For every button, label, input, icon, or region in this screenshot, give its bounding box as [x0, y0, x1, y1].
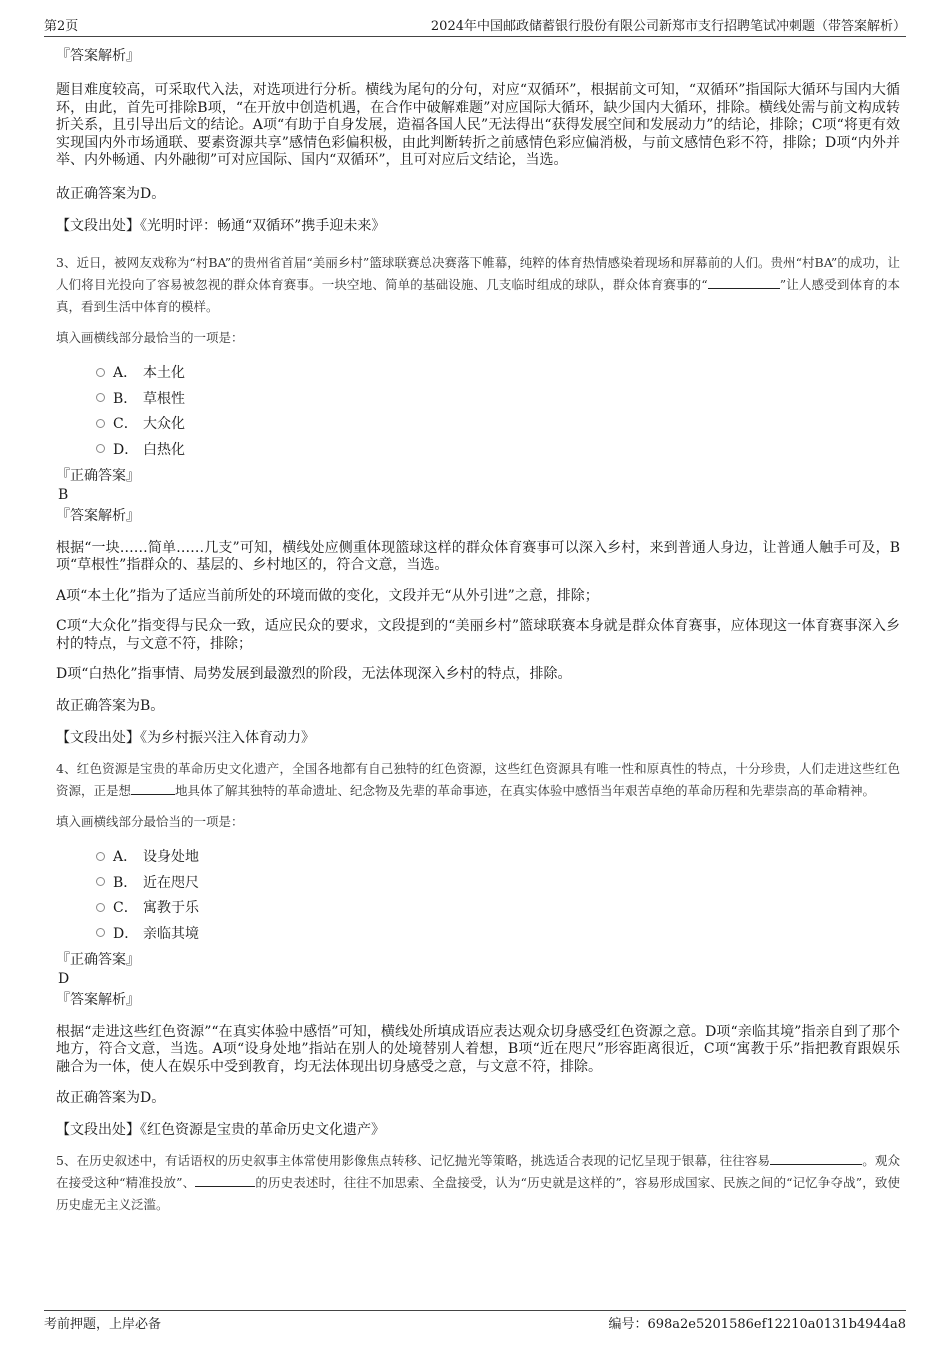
q3-option-c[interactable]: C． 大众化: [96, 411, 900, 437]
radio-icon[interactable]: [96, 419, 105, 428]
q3-analysis-3: C项“大众化”指变得与民众一致，适应民众的要求，文段提到的“美丽乡村”篮球联赛本身就是群众体育赛事，应体现这一体育赛事深入乡村的特点，与文意不符，排除；: [56, 618, 900, 652]
q3-text-after: ”让人感受到体育的本真，看到生活中体育的模样。: [56, 276, 900, 314]
q5-text-2: 。观众在接受这种“精准投放”、: [56, 1153, 900, 1190]
q4-option-d[interactable]: D． 亲临其境: [96, 920, 900, 946]
q2-analysis-text: 题目难度较高，可采取代入法，对选项进行分析。横线为尾句的分句，对应“双循环”，根据前文可知，“双循环”指国际大循环与国内大循环，由此，首先可排除B项，“在开放中创造机遇，在合作中破解难题”对应国际大循环，缺少国内大循环，排除。横线处需与前文构成转折关系，且引导出后文的结论。A项“有助于自身发展，造福各国人民”无法得出“获得发展空间和发展动力”的结论，排除；C项“将更有效实现国内外市场通联、要素资源共享”感情色彩偏积极，由此判断转折之前感情色彩应偏消极，与前文感情色彩不符，排除；D项“内外并举、内外畅通、内外融彻”可对应国际、国内“双循环”，且可对应后文结论，当选。: [56, 82, 900, 168]
q4-options: [96, 844, 900, 946]
q4-analysis-label: 『答案解析』: [56, 991, 140, 1008]
page-number: 第2页: [44, 19, 79, 34]
page-header: [44, 12, 906, 37]
document-id: 编号：698a2e5201586ef12210a0131b4944a8: [608, 1317, 906, 1332]
q3-correct-label: 『正确答案』: [56, 467, 140, 484]
radio-icon[interactable]: [96, 928, 105, 937]
q3-analysis-1: 根据“一块……简单……几支”可知，横线处应侧重体现篮球这样的群众体育赛事可以深入乡村，来到普通人身边，让普通人触手可及，B项“草根性”指群众的、基层的、乡村地区的，符合文意，当选。: [56, 539, 900, 573]
q4-option-b[interactable]: B． 近在咫尺: [96, 869, 900, 895]
q5-blank-2: [195, 1174, 255, 1187]
q3-option-d[interactable]: D． 白热化: [96, 436, 900, 462]
q3-analysis-2: A项“本土化”指为了适应当前所处的环境而做的变化，文段并无“从外引进”之意，排除；: [56, 587, 599, 604]
radio-icon[interactable]: [96, 444, 105, 453]
q4-prompt: 填入画横线部分最恰当的一项是：: [56, 813, 244, 829]
q3-conclusion: 故正确答案为B。: [56, 697, 165, 714]
q4-question: [56, 758, 900, 802]
q3-analysis-4: D项“白热化”指事情、局势发展到最激烈的阶段，无法体现深入乡村的特点，排除。: [56, 666, 572, 682]
q4-text-before: 4、红色资源是宝贵的革命历史文化遗产，全国各地都有自己独特的红色资源，这些红色资源具有唯一性和原真性的特点，十分珍贵，人们走进这些红色资源，正是想: [56, 760, 900, 798]
page-content: [56, 44, 900, 1216]
q4-option-c[interactable]: C． 寓教于乐: [96, 895, 900, 921]
q3-question: [56, 252, 900, 318]
q5-blank-1: [770, 1152, 862, 1165]
footer-slogan: 考前押题，上岸必备: [44, 1317, 162, 1332]
radio-icon[interactable]: [96, 368, 105, 377]
q3-prompt: 填入画横线部分最恰当的一项是：: [56, 329, 244, 345]
q2-source: 【文段出处】《光明时评：畅通“双循环”携手迎未来》: [56, 217, 386, 234]
q4-blank: [131, 782, 175, 795]
q3-option-a[interactable]: A． 本土化: [96, 360, 900, 386]
radio-icon[interactable]: [96, 852, 105, 861]
q4-source: 【文段出处】《红色资源是宝贵的革命历史文化遗产》: [56, 1122, 385, 1138]
q4-option-a[interactable]: A． 设身处地: [96, 844, 900, 870]
radio-icon[interactable]: [96, 393, 105, 402]
q3-option-b[interactable]: B． 草根性: [96, 385, 900, 411]
document-title: 2024年中国邮政储蓄银行股份有限公司新郑市支行招聘笔试冲刺题（带答案解析）: [430, 19, 906, 34]
q4-analysis: 根据“走进这些红色资源”“在真实体验中感悟”可知，横线处所填成语应表达观众切身感受红色资源之意。D项“亲临其境”指亲自到了那个地方，符合文意，当选。A项“设身处地”指站在别人的处境替别人着想，B项“近在咫尺”形容距离很近，C项“寓教于乐”指把教育跟娱乐融合为一体，使人在娱乐中受到教育，均无法体现出切身感受之意，与文意不符，排除。: [56, 1023, 900, 1075]
q3-correct-answer: B: [58, 486, 69, 503]
q2-analysis-label: 『答案解析』: [56, 48, 140, 64]
page-footer: [44, 1310, 906, 1335]
radio-icon[interactable]: [96, 903, 105, 912]
radio-icon[interactable]: [96, 877, 105, 886]
q5-text-3: 的历史表述时，往往不加思索、全盘接受，认为“历史就是这样的”，容易形成国家、民族之间的“记忆争夺战”，致使历史虚无主义泛滥。: [56, 1175, 900, 1212]
q3-options: [96, 360, 900, 462]
q4-correct-label: 『正确答案』: [56, 951, 140, 968]
q3-blank: [708, 276, 780, 289]
q3-text-before: 3、近日，被网友戏称为“村BA”的贵州省首届“美丽乡村”篮球联赛总决赛落下帷幕，纯粹的体育热情感染着现场和屏幕前的人们。贵州“村BA”的成功，让人们将目光投向了容易被忽视的群众体育赛事。一块空地、简单的基础设施、几支临时组成的球队，群众体育赛事的“: [56, 254, 900, 292]
q2-conclusion: 故正确答案为D。: [56, 185, 166, 202]
q3-source: 【文段出处】《为乡村振兴注入体育动力》: [56, 729, 315, 746]
q4-text-after: 地具体了解其独特的革命遗址、纪念物及先辈的革命事迹，在真实体验中感悟当年艰苦卓绝的革命历程和先辈崇高的革命精神。: [175, 782, 876, 798]
q4-conclusion: 故正确答案为D。: [56, 1090, 166, 1106]
q4-correct-answer: D: [58, 970, 70, 987]
q5-question: [56, 1150, 900, 1216]
q3-analysis-label: 『答案解析』: [56, 507, 140, 524]
q5-text-1: 5、在历史叙述中，有话语权的历史叙事主体常使用影像焦点转移、记忆抛光等策略，挑选适合表现的记忆呈现于银幕，往往容易: [56, 1153, 771, 1168]
